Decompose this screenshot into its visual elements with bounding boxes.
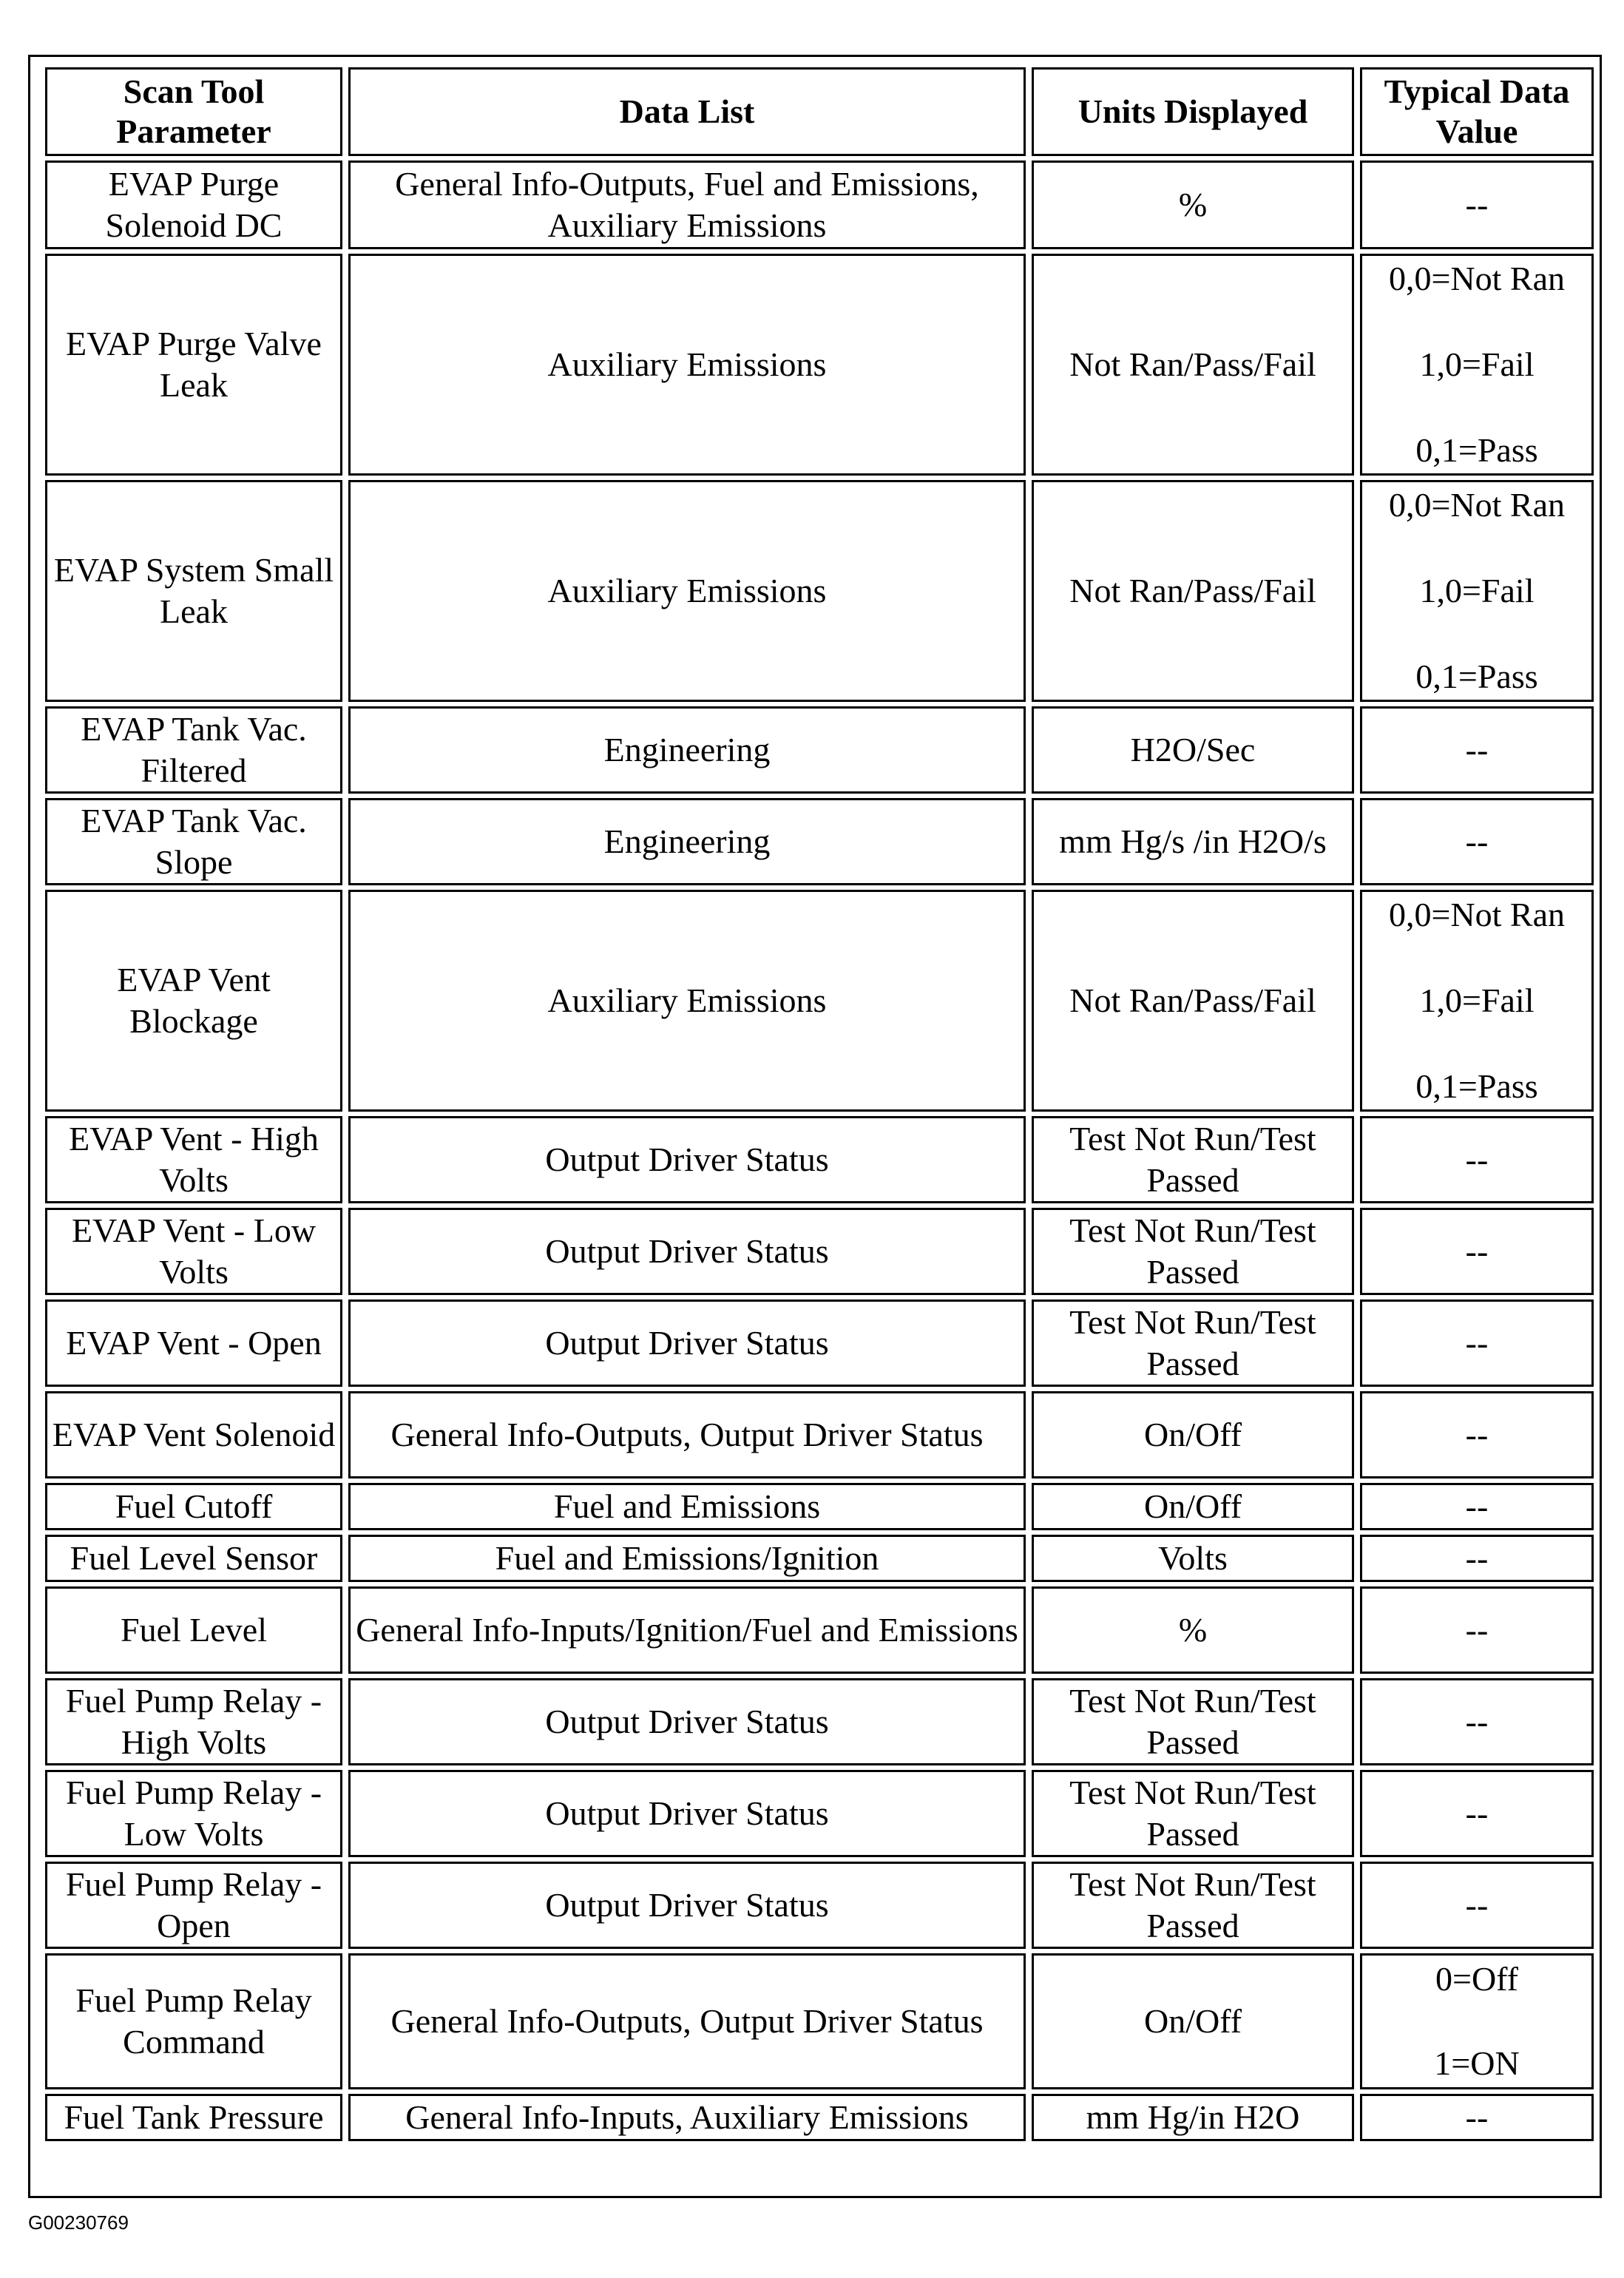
parameter-cell: Fuel Level Sensor	[45, 1535, 342, 1582]
data-list-cell: Engineering	[348, 706, 1026, 794]
units-cell: Test Not Run/Test Passed	[1032, 1862, 1354, 1949]
typical-value-cell	[1360, 1953, 1594, 2089]
typical-value-cell	[1360, 480, 1594, 702]
typical-value-cell	[1360, 1483, 1594, 1530]
table-row	[45, 254, 1594, 476]
parameter-cell: EVAP Vent - High Volts	[45, 1116, 342, 1203]
parameter-cell: EVAP Purge Solenoid DC	[45, 160, 342, 249]
units-cell: On/Off	[1032, 1483, 1354, 1530]
data-list-cell: General Info-Inputs/Ignition/Fuel and Emissions	[348, 1586, 1026, 1674]
parameter-cell: Fuel Pump Relay - Low Volts	[45, 1770, 342, 1857]
header-units-displayed: Units Displayed	[1032, 67, 1354, 156]
typical-value-cell	[1360, 2094, 1594, 2141]
units-cell: Test Not Run/Test Passed	[1032, 1678, 1354, 1765]
data-list-cell: Auxiliary Emissions	[348, 890, 1026, 1112]
data-list-cell: Output Driver Status	[348, 1770, 1026, 1857]
typical-value-cell	[1360, 1586, 1594, 1674]
data-list-cell: General Info-Outputs, Output Driver Status	[348, 1953, 1026, 2089]
parameter-cell: EVAP Purge Valve Leak	[45, 254, 342, 476]
typical-value-line: --	[1465, 1886, 1489, 1924]
table-row	[45, 1586, 1594, 1674]
table-row	[45, 706, 1594, 794]
typical-value-cell	[1360, 1678, 1594, 1765]
parameter-cell: EVAP Tank Vac. Slope	[45, 798, 342, 885]
units-cell: Test Not Run/Test Passed	[1032, 1116, 1354, 1203]
table-row	[45, 890, 1594, 1112]
typical-value-cell	[1360, 706, 1594, 794]
typical-value-line: 1=ON	[1434, 2044, 1520, 2082]
table-row	[45, 480, 1594, 702]
data-list-cell: Auxiliary Emissions	[348, 480, 1026, 702]
typical-value-line: --	[1465, 1232, 1489, 1270]
units-cell: Not Ran/Pass/Fail	[1032, 890, 1354, 1112]
header-row	[45, 67, 1594, 156]
header-typical-data-value: Typical Data Value	[1360, 67, 1594, 156]
units-cell: Test Not Run/Test Passed	[1032, 1770, 1354, 1857]
parameter-cell: Fuel Tank Pressure	[45, 2094, 342, 2141]
units-cell: Not Ran/Pass/Fail	[1032, 480, 1354, 702]
table-row	[45, 1862, 1594, 1949]
table-row	[45, 1391, 1594, 1478]
typical-value-line: --	[1465, 1487, 1489, 1525]
units-cell: mm Hg/in H2O	[1032, 2094, 1354, 2141]
scan-tool-parameter-table	[39, 63, 1600, 2146]
table-frame	[28, 55, 1602, 2198]
typical-value-line: 1,0=Fail	[1419, 572, 1535, 609]
typical-value-cell	[1360, 1299, 1594, 1387]
typical-value-cell	[1360, 1535, 1594, 1582]
table-row	[45, 1483, 1594, 1530]
table-row	[45, 798, 1594, 885]
typical-value-line: 0,1=Pass	[1415, 431, 1538, 469]
typical-value-cell	[1360, 1770, 1594, 1857]
data-list-cell: General Info-Inputs, Auxiliary Emissions	[348, 2094, 1026, 2141]
typical-value-line: 0,1=Pass	[1415, 1067, 1538, 1105]
typical-value-line: --	[1465, 1416, 1489, 1453]
data-list-cell: Fuel and Emissions	[348, 1483, 1026, 1530]
typical-value-line: 1,0=Fail	[1419, 345, 1535, 383]
figure-id: G00230769	[28, 2211, 129, 2234]
typical-value-line: 0=Off	[1435, 1960, 1518, 1998]
units-cell: Not Ran/Pass/Fail	[1032, 254, 1354, 476]
typical-value-line: 0,0=Not Ran	[1388, 896, 1566, 933]
data-list-cell: Engineering	[348, 798, 1026, 885]
units-cell: %	[1032, 1586, 1354, 1674]
parameter-cell: EVAP System Small Leak	[45, 480, 342, 702]
typical-value-cell	[1360, 254, 1594, 476]
typical-value-line: --	[1465, 1794, 1489, 1832]
typical-value-line: 0,0=Not Ran	[1388, 486, 1566, 524]
data-list-cell: Output Driver Status	[348, 1862, 1026, 1949]
typical-value-line: --	[1465, 1703, 1489, 1740]
units-cell: Test Not Run/Test Passed	[1032, 1208, 1354, 1295]
typical-value-cell	[1360, 1862, 1594, 1949]
table-row	[45, 1116, 1594, 1203]
header-data-list: Data List	[348, 67, 1026, 156]
units-cell: On/Off	[1032, 1953, 1354, 2089]
data-list-cell: Output Driver Status	[348, 1116, 1026, 1203]
header-scan-tool-parameter: Scan Tool Parameter	[45, 67, 342, 156]
typical-value-cell	[1360, 160, 1594, 249]
table-row	[45, 1770, 1594, 1857]
typical-value-line: 0,1=Pass	[1415, 658, 1538, 695]
parameter-cell: Fuel Pump Relay - Open	[45, 1862, 342, 1949]
data-list-cell: Output Driver Status	[348, 1208, 1026, 1295]
data-list-cell: Output Driver Status	[348, 1299, 1026, 1387]
parameter-cell: EVAP Vent Blockage	[45, 890, 342, 1112]
units-cell: On/Off	[1032, 1391, 1354, 1478]
units-cell: H2O/Sec	[1032, 706, 1354, 794]
typical-value-cell	[1360, 1116, 1594, 1203]
table-row	[45, 1299, 1594, 1387]
data-list-cell: General Info-Outputs, Output Driver Status	[348, 1391, 1026, 1478]
typical-value-line: --	[1465, 1324, 1489, 1362]
typical-value-cell	[1360, 1391, 1594, 1478]
units-cell: %	[1032, 160, 1354, 249]
table-row	[45, 1678, 1594, 1765]
table-row	[45, 2094, 1594, 2141]
typical-value-line: --	[1465, 1539, 1489, 1577]
units-cell: Test Not Run/Test Passed	[1032, 1299, 1354, 1387]
table-row	[45, 1208, 1594, 1295]
typical-value-cell	[1360, 1208, 1594, 1295]
parameter-cell: Fuel Pump Relay Command	[45, 1953, 342, 2089]
data-list-cell: Fuel and Emissions/Ignition	[348, 1535, 1026, 1582]
parameter-cell: EVAP Tank Vac. Filtered	[45, 706, 342, 794]
units-cell: Volts	[1032, 1535, 1354, 1582]
table-row	[45, 1535, 1594, 1582]
parameter-cell: EVAP Vent - Open	[45, 1299, 342, 1387]
parameter-cell: Fuel Pump Relay - High Volts	[45, 1678, 342, 1765]
typical-value-cell	[1360, 890, 1594, 1112]
typical-value-line: --	[1465, 731, 1489, 768]
data-list-cell: Auxiliary Emissions	[348, 254, 1026, 476]
typical-value-line: --	[1465, 1140, 1489, 1178]
typical-value-line: --	[1465, 2098, 1489, 2136]
units-cell: mm Hg/s /in H2O/s	[1032, 798, 1354, 885]
data-list-cell: Output Driver Status	[348, 1678, 1026, 1765]
typical-value-line: 0,0=Not Ran	[1388, 260, 1566, 297]
parameter-cell: EVAP Vent - Low Volts	[45, 1208, 342, 1295]
typical-value-cell	[1360, 798, 1594, 885]
typical-value-line: --	[1465, 1611, 1489, 1649]
parameter-cell: Fuel Cutoff	[45, 1483, 342, 1530]
parameter-cell: EVAP Vent Solenoid	[45, 1391, 342, 1478]
typical-value-line: --	[1465, 186, 1489, 223]
typical-value-line: --	[1465, 822, 1489, 860]
parameter-cell: Fuel Level	[45, 1586, 342, 1674]
typical-value-line: 1,0=Fail	[1419, 981, 1535, 1019]
data-list-cell: General Info-Outputs, Fuel and Emissions, Auxiliary Emissions	[348, 160, 1026, 249]
table-row	[45, 160, 1594, 249]
table-row	[45, 1953, 1594, 2089]
